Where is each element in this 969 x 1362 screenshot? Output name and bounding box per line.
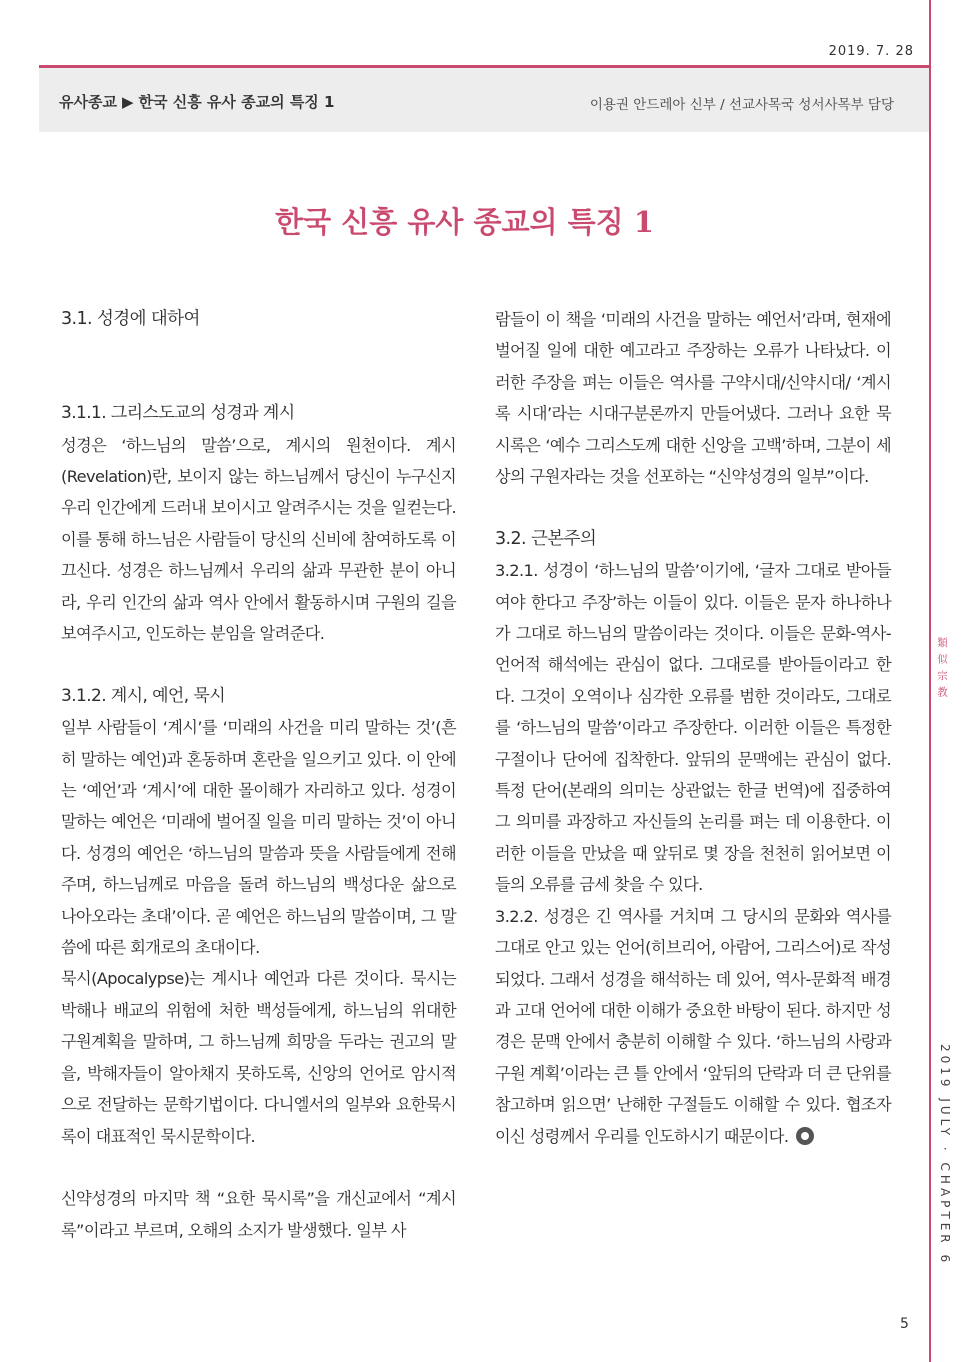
sidebar-issue: 2019 JULY · CHAPTER 6 — [938, 1044, 952, 1267]
paragraph-3-2-1: 3.2.1. 성경이 ‘하느님의 말씀’이기에, ‘글자 그대로 받아들여야 한다고 주장’하는 이들이 있다. 이들은 문자 하나하나가 그대로 하느님의 말씀이라는 것이다. 이들은 문화-역사-언어적 해석에는 관심이 없다. 그대로를 받아들이라고 한다. 그것이 오역이나 심각한 오류를 범한 것이라도, 그대로를 ‘하느님의 말씀’이라고 주장한다. 이러한 이들은 특정한 구절이나 단어에 집착한다. 앞뒤의 문맥에는 관심이 없다. 특정 단어(본래의 의미는 상관없는 한글 번역)에 집중하여 그 의미를 과장하고 자신들의 논리를 펴는 데 이용한다. 이러한 이들을 만났을 때 앞뒤로 몇 장을 천천히 읽어보면 이들의 오류를 금세 찾을 수 있다. — [495, 561, 891, 895]
paragraph-3-1-1: 성경은 ‘하느님의 말씀’으로, 계시의 원천이다. 계시(Revelation)란, 보이지 않는 하느님께서 당신이 누구신지 우리 인간에게 드러내 보이시고 알려주시는 것을 일컫는다. 이를 통해 하느님은 사람들이 당신의 신비에 참여하도록 이끄신다. 성경은 하느님께서 우리의 삶과 무관한 분이 아니라, 우리 인간의 삶과 역사 안에서 활동하시며 구원의 길을 보여주시고, 인도하는 분임을 알려준다. — [61, 435, 456, 644]
right-column — [495, 304, 891, 1152]
page-number: 5 — [900, 1316, 909, 1332]
paragraph-3-2-2-text: 3.2.2. 성경은 긴 역사를 거치며 그 당시의 문화와 역사를 그대로 안고 있는 언어(히브리어, 아람어, 그리스어)로 작성되었다. 그래서 성경을 해석하는 데 있어, 역사-문화적 배경과 고대 언어에 대한 이해가 중요한 바탕이 된다. 하지만 성경은 문맥 안에서 충분히 이해할 수 있다. ‘하느님의 사랑과 구원 계획’이라는 큰 틀 안에서 ‘앞뒤의 단락과 더 큰 단위를 참고하며 읽으면’ 난해한 구절들도 이해할 수 있다. 협조자이신 성령께서 우리를 인도하시기 때문이다. — [495, 906, 891, 1146]
end-mark-icon — [796, 1127, 814, 1145]
paragraph-continued: 람들이 이 책을 ‘미래의 사건을 말하는 예언서’라며, 현재에 벌어질 일에 대한 예고라고 주장하는 오류가 나타났다. 이러한 주장을 펴는 이들은 역사를 구약시대/신약시대/ ‘계시록 시대’라는 시대구분론까지 만들어냈다. 그러나 요한 묵시록은 ‘예수 그리스도께 대한 신앙을 고백’하며, 그분이 세상의 구원자라는 것을 선포하는 “신약성경의 일부”이다. — [495, 310, 891, 487]
author-credit: 이용권 안드레아 신부 / 선교사목국 성서사목부 담당 — [589, 97, 895, 113]
side-rule — [929, 0, 931, 1362]
heading-3-2: 3.2. 근본주의 — [495, 528, 597, 549]
sidebar-label: 類似宗教 — [936, 637, 948, 703]
paragraph-3-1-2-a: 일부 사람들이 ‘계시’를 ‘미래의 사건을 미리 말하는 것’(흔히 말하는 예언)과 혼동하며 혼란을 일으키고 있다. 이 안에는 ‘예언’과 ‘계시’에 대한 몰이해가 자리하고 있다. 성경이 말하는 예언은 ‘미래에 벌어질 일을 미리 말하는 것’이 아니다. 성경의 예언은 ‘하느님의 말씀과 뜻을 사람들에게 전해주며, 하느님께로 마음을 돌려 하느님의 백성다운 삶으로 나아오라는 초대’이다. 곧 예언은 하느님의 말씀이며, 그 말씀에 따른 회개로의 초대이다. — [61, 718, 456, 958]
issue-date: 2019. 7. 28 — [828, 44, 914, 59]
heading-3-1-1: 3.1.1. 그리스도교의 성경과 계시 — [61, 403, 295, 424]
breadcrumb-section: 유사종교 — [59, 93, 117, 111]
paragraph-3-1-2-c: 신약성경의 마지막 책 “요한 묵시록”을 개신교에서 “계시록”이라고 부르며, 오해의 소지가 발생했다. 일부 사 — [61, 1189, 456, 1240]
heading-3-1: 3.1. 성경에 대하여 — [61, 309, 200, 329]
paragraph-3-1-2-b: 묵시(Apocalypse)는 계시나 예언과 다른 것이다. 묵시는 박해나 배교의 위험에 처한 백성들에게, 하느님의 위대한 구원계획을 말하며, 그 하느님께 희망을 두라는 권고의 말을, 박해자들이 알아채지 못하도록, 신앙의 언어로 암시적으로 전달하는 문학기법이다. 다니엘서의 일부와 요한묵시록이 대표적인 묵시문학이다. — [61, 969, 456, 1146]
paragraph-3-2-2 — [495, 901, 891, 1152]
page-title: 한국 신흥 유사 종교의 특징 1 — [275, 205, 654, 239]
left-column — [61, 304, 456, 1246]
heading-3-1-2: 3.1.2. 계시, 예언, 묵시 — [61, 685, 226, 706]
breadcrumb-topic: 한국 신흥 유사 종교의 특징 1 — [138, 93, 335, 111]
breadcrumb-arrow-icon: ▶ — [121, 93, 134, 111]
breadcrumb — [59, 91, 334, 112]
